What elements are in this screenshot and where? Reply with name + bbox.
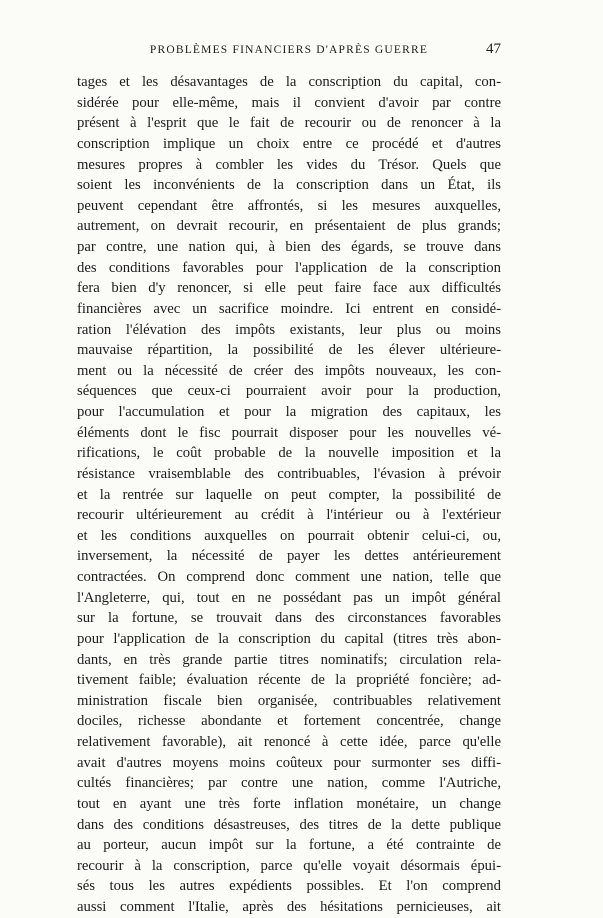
text-line: financières avec un sacrifice moindre. Ici entrent en considé- [77,300,501,317]
page-header [77,40,501,60]
text-line: dants, en très grande partie titres nominatifs; circulation rela- [77,651,501,668]
text-line: recourir à la conscription, parce qu'elle voyait désormais épui- [77,857,501,874]
text-line: relativement favorable), ait renoncé à cette idée, parce qu'elle [77,734,501,750]
text-line: tout en ayant une très forte inflation monétaire, un change [77,795,501,812]
text-line: au porteur, aucun impôt sur la fortune, a été contrainte de [77,837,501,854]
text-line: sur la fortune, se trouvait dans des circonstances favorables [77,610,501,627]
text-line: séquences que ceux-ci pourraient avoir pour la production, [77,383,501,400]
text-line: et les conditions auxquelles on pourrait obtenir celui-ci, ou, [77,527,501,544]
text-line: avait d'autres moyens moins coûteux pour surmonter ses diffi- [77,754,501,771]
text-line: cultés financières; par contre une nation, comme l'Autriche, [77,775,501,792]
text-line: et la rentrée sur laquelle on peut compter, la possibilité de [77,486,501,503]
body-text [77,72,501,918]
text-line: tivement faible; évaluation récente de la propriété foncière; ad- [77,672,501,689]
text-line: sidérée pour elle-même, mais il convient d'avoir par contre [77,94,501,111]
text-line: dociles, richesse abondante et fortement concentrée, change [77,713,501,730]
text-line: tages et les désavantages de la conscription du capital, con- [77,74,501,90]
text-line: pour l'accumulation et pour la migration des capitaux, les [77,404,501,420]
text-line: mauvaise répartition, la possibilité de les élever ultérieure- [77,342,501,359]
text-line: ment ou la nécessité de créer des impôts nouveaux, les con- [77,362,501,379]
text-line: par contre, une nation qui, à bien des égards, se trouve dans [77,239,501,255]
text-line: aussi comment l'Italie, après des hésitations pernicieuses, ait [77,899,501,915]
text-line: dans des conditions désastreuses, des titres de la dette publique [77,816,501,833]
text-line: mesures propres à combler les vides du Trésor. Quels que [77,156,501,173]
text-line: ration l'élévation des impôts existants, leur plus ou moins [77,321,501,338]
text-line: peuvent cependant être affrontés, si les mesures auxquelles, [77,197,501,214]
text-line: contractées. On comprend donc comment une nation, telle que [77,569,501,585]
text-line: recourir ultérieurement au crédit à l'intérieur ou à l'extérieur [77,507,501,524]
running-title: PROBLÈMES FINANCIERS D'APRÈS GUERRE [149,44,429,56]
text-line: sés tous les autres expédients possibles. Et l'on comprend [77,878,501,895]
text-line: autrement, on devrait recourir, en présentaient de plus grands; [77,218,501,235]
text-line: pour l'application de la conscription du capital (titres très abon- [77,630,501,647]
text-line: éléments dont le fisc pourrait disposer pour les nouvelles vé- [77,424,501,441]
text-line: des conditions favorables pour l'application de la conscription [77,259,501,276]
text-line: inversement, la nécessité de payer les dettes antérieurement [77,548,501,565]
text-line: résistance vraisemblable des contribuables, l'évasion à prévoir [77,465,501,482]
text-line: conscription implique un choix entre ce procédé et d'autres [77,135,501,152]
text-line: présent à l'esprit que le fait de recourir ou de renoncer à la [77,115,501,132]
text-line: l'Angleterre, qui, tout en ne possédant pas un impôt général [77,589,501,606]
text-line: ministration fiscale bien organisée, contribuables relativement [77,692,501,709]
page-number: 47 [486,41,501,57]
text-line: soient les inconvénients de la conscription dans un État, ils [77,177,501,194]
text-line: fera bien d'y renoncer, si elle peut faire face aux difficultés [77,280,501,297]
text-line: rifications, le coût probable de la nouvelle imposition et la [77,445,501,462]
